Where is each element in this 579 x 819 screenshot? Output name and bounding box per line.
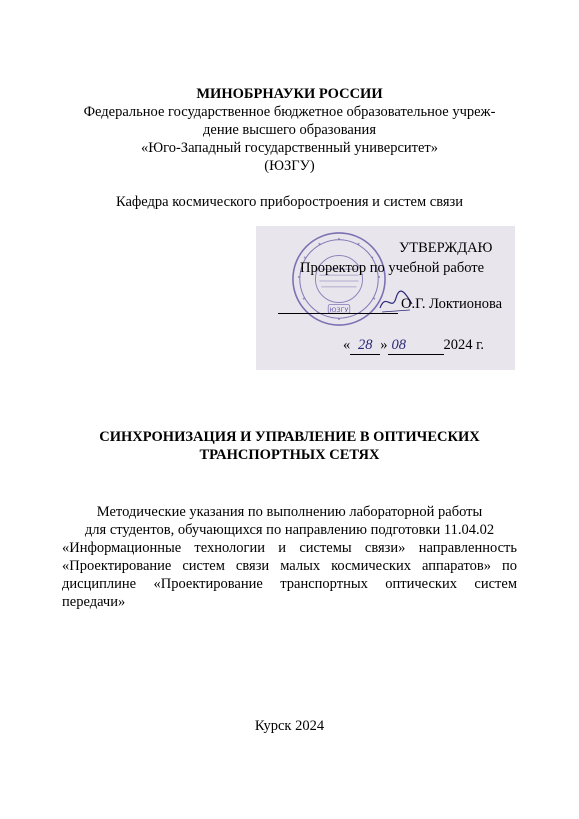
city-year: Курск 2024 [254,718,325,734]
institution-line-1: Федеральное государственное бюджетное образовательное учреж- [83,104,496,120]
date-year: 2024 г. [443,337,485,353]
approver-name: О.Г. Локтионова [401,296,503,312]
date-month: 08 [388,336,444,355]
approval-date [343,336,484,355]
document-description [62,503,517,611]
date-close-quote: » [380,337,388,353]
seal-label: ЮЗГУ [329,305,349,314]
description-line-4: «Проектирование систем связи малых космических аппаратов» по [62,558,517,574]
description-line-2: для студентов, обучающихся по направлению подготовки 11.04.02 [84,522,495,538]
department-name: Кафедра космического приборостроения и систем связи [115,194,464,210]
university-name: «Юго-Западный государственный университет» [140,140,439,156]
institution-line-2: дение высшего образования [203,122,376,138]
approver-position: Проректор по учебной работе [300,260,485,276]
approve-label: УТВЕРЖДАЮ [399,240,493,256]
ministry-heading: МИНОБРНАУКИ РОССИИ [196,86,383,102]
description-line-3: «Информационные технологии и системы связи» направленность [62,540,517,556]
document-title-line-2: ТРАНСПОРТНЫХ СЕТЯХ [199,447,380,463]
description-line-5: дисциплине «Проектирование транспортных оптических систем [62,576,517,592]
signature-line [278,313,398,314]
approval-stamp-block [256,226,515,370]
date-day: 28 [350,336,380,355]
university-abbreviation: (ЮЗГУ) [264,158,315,174]
description-line-6: передачи» [62,594,126,610]
description-line-1: Методические указания по выполнению лабораторной работы [96,504,483,520]
document-title-line-1: СИНХРОНИЗАЦИЯ И УПРАВЛЕНИЕ В ОПТИЧЕСКИХ [99,429,480,445]
date-open-quote: « [343,337,351,353]
